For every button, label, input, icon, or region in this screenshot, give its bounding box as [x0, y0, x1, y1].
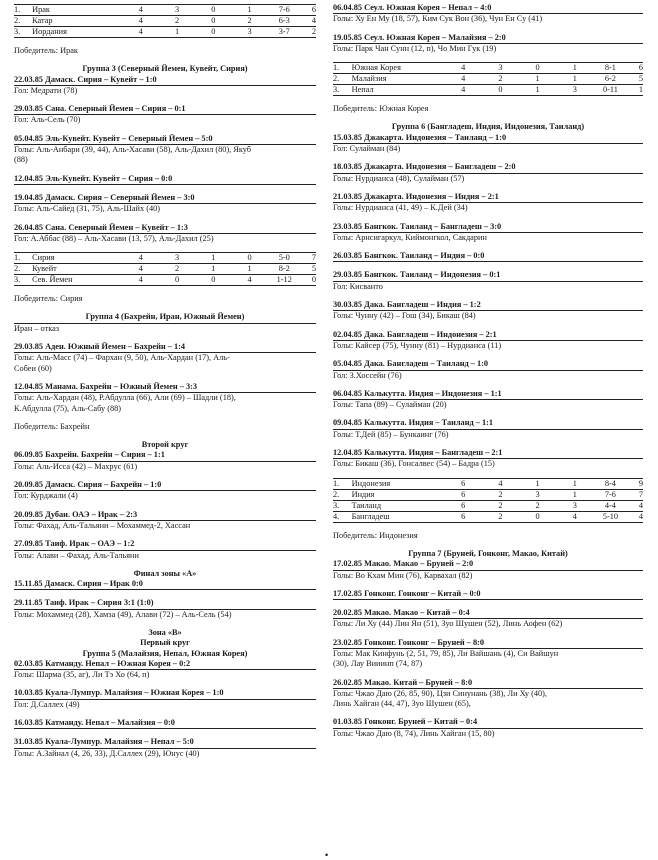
- team-name: Непал: [352, 85, 445, 96]
- standings-cell: 7-6: [278, 5, 290, 14]
- team-name: Ирак: [32, 5, 50, 14]
- team-name: Бангладеш: [352, 511, 445, 522]
- match-goals: [14, 609, 316, 620]
- match-header: 06.04.85 Калькутта. Индия – Индонезия – 1:1: [333, 388, 502, 398]
- team-name: Малайзия: [352, 74, 445, 85]
- match-goals: [14, 392, 316, 414]
- round2-matches: [14, 450, 316, 560]
- standings-cell: 2: [482, 74, 519, 85]
- goal-line: Голы: Алави – Фахад, Аль-Тальяни: [14, 550, 139, 560]
- standings-cell: 4: [627, 511, 643, 522]
- standings-cell: 4: [461, 63, 466, 73]
- page-marker: •: [325, 850, 329, 860]
- match-goals: [333, 429, 643, 440]
- standings-cell: 4: [123, 275, 159, 286]
- standings-cell: 8-2: [268, 264, 301, 275]
- match-goals: [333, 599, 643, 600]
- group2-standings: [14, 4, 316, 38]
- match-header: 19.04.85 Дамаск. Сирия – Северный Йемен – 3:0: [14, 192, 195, 202]
- match-goals: [14, 233, 316, 244]
- standings-cell: 2: [519, 500, 556, 511]
- standings-cell: 9: [638, 478, 643, 488]
- standings-cell: 2.: [333, 489, 352, 500]
- group3-title: Группа 3 (Северный Йемен, Кувейт, Сирия): [82, 64, 248, 74]
- match-header: 29.11.85 Таиф. Ирак – Сирия 3:1 (1:0): [14, 598, 154, 608]
- standings-cell: 8-1: [604, 63, 616, 73]
- standings-cell: 4: [556, 511, 593, 522]
- match-goals: [333, 648, 643, 670]
- standings-cell: 1.: [333, 63, 340, 73]
- match-header: 06.09.85 Бахрейн. Бахрейн – Сирия – 1:1: [14, 450, 165, 460]
- match-goals: [333, 570, 643, 581]
- group3-winner: Победитель: Сирия: [14, 294, 83, 304]
- standings-row: [14, 16, 316, 27]
- standings-cell: 4: [123, 264, 159, 275]
- match-header: 02.04.85 Дака. Бангладеш – Индонезия – 2:1: [333, 329, 497, 339]
- match-goals: [333, 281, 643, 292]
- match-goals: [14, 550, 316, 561]
- group4-winner: Победитель: Бахрейн: [14, 421, 90, 431]
- standings-cell: 6-2: [593, 74, 627, 85]
- goal-line: Голы: Кайсер (75), Чунну (81) – Нурдианса (11): [333, 340, 502, 350]
- match-header: 26.04.85 Сана. Северный Йемен – Кувейт – 1:3: [14, 222, 188, 232]
- match-header: 20.09.85 Дамаск. Сирия – Бахрейн – 1:0: [14, 480, 162, 490]
- match-goals: [14, 589, 316, 590]
- standings-cell: 1.: [333, 478, 340, 488]
- standings-row: [14, 264, 316, 275]
- goal-line: Голы: Аль-Анбари (39, 44), Аль-Хасави (58), Аль-Дахил (80), Якуб: [14, 145, 252, 155]
- goal-line: Голы: Шарма (35, аг), Ли Тэ Хо (64, п): [14, 670, 150, 680]
- standings-cell: 5-0: [278, 253, 290, 263]
- goal-line: Голы: Арнсигаркул, Киймонгкол, Сакдарин: [333, 232, 487, 242]
- match-header: 31.03.85 Куала-Лумпур. Малайзия – Непал – 5:0: [14, 737, 194, 747]
- standings-cell: 1: [159, 27, 195, 38]
- match-header: 05.04.85 Эль-Кувейт. Кувейт – Северный Йемен – 5:0: [14, 133, 213, 143]
- standings-cell: 5: [627, 74, 643, 85]
- standings-cell: 6: [445, 500, 482, 511]
- standings-row: [333, 74, 643, 85]
- match-header: 09.04.85 Калькутта. Индия – Таиланд – 1:1: [333, 418, 494, 428]
- right-column: [333, 3, 643, 747]
- match-goals: [14, 490, 316, 501]
- match-goals: [14, 520, 316, 531]
- goal-line: (88): [14, 155, 28, 165]
- standings-row: [333, 489, 643, 500]
- match-header: 19.05.85 Сеул. Южная Корея – Малайзия – 2:0: [333, 32, 506, 42]
- standings-cell: 6: [445, 511, 482, 522]
- team-name: Индия: [352, 489, 445, 500]
- group4-matches: [14, 342, 316, 414]
- team-name: Индонезия: [351, 478, 391, 488]
- match-header: 10.03.85 Куала-Лумпур. Малайзия – Южная Корея – 1:0: [14, 688, 224, 698]
- group4-note: Иран – отказ: [14, 323, 316, 334]
- standings-cell: 4.: [333, 511, 352, 522]
- standings-cell: 2: [482, 500, 519, 511]
- standings-cell: 0: [482, 85, 519, 96]
- team-name: Кувейт: [32, 264, 123, 275]
- standings-cell: 2: [159, 264, 195, 275]
- standings-cell: 0: [519, 511, 556, 522]
- standings-cell: 0: [247, 253, 252, 263]
- team-name: Иордания: [32, 27, 123, 38]
- standings-cell: 1.: [14, 253, 21, 263]
- group6-matches: [333, 133, 643, 470]
- match-goals: [333, 458, 643, 469]
- goal-line: Гол: Д.Саллех (49): [14, 699, 80, 709]
- match-header: 30.03.85 Дака. Бангладеш – Индия – 1:2: [333, 300, 481, 310]
- standings-cell: 4: [231, 275, 267, 286]
- standings-cell: 1: [519, 85, 556, 96]
- match-header: 26.03.85 Бангкок. Таиланд – Индия – 0:0: [333, 251, 485, 261]
- match-header: 21.03.85 Джакарта. Индонезия – Индия – 2:1: [333, 191, 499, 201]
- match-goals: [333, 399, 643, 410]
- match-goals: [14, 748, 316, 759]
- standings-cell: 2: [159, 16, 195, 27]
- match-goals: [333, 43, 643, 54]
- team-name: Таиланд: [352, 500, 445, 511]
- standings-cell: 2: [482, 511, 519, 522]
- goal-line: Голы: Аль-Хардан (48), Р.Абдулла (66), Али (69) – Шадли (18),: [14, 393, 236, 403]
- standings-cell: 4-4: [593, 500, 627, 511]
- goal-line: Голы: Тапа (89) – Сулайман (20): [333, 400, 447, 410]
- standings-cell: 1.: [14, 5, 21, 14]
- standings-cell: 1: [247, 5, 252, 14]
- standings-cell: 1: [211, 253, 216, 263]
- match-header: 23.02.85 Гонконг. Гонконг – Бруней – 8:0: [333, 637, 485, 647]
- match-goals: [333, 370, 643, 381]
- goal-line: Голы: Мак Кинфунь (2, 51, 79, 85), Ли Вайшань (4), Си Вайшун: [333, 648, 559, 658]
- standings-cell: 4: [301, 16, 316, 27]
- standings-cell: 4: [498, 478, 503, 488]
- goal-line: Голы: Чунну (42) – Гош (34), Бикаш (84): [333, 311, 476, 321]
- match-goals: [333, 728, 643, 739]
- match-goals: [333, 340, 643, 351]
- goal-line: Собеи (60): [14, 363, 52, 373]
- goal-line: Голы: Т.Дей (85) – Бункаинг (76): [333, 429, 449, 439]
- goal-line: Голы: Аль-Исса (42) – Махрус (61): [14, 461, 138, 471]
- match-header: 12.04.85 Эль-Кувейт. Кувейт – Сирия – 0:0: [14, 173, 173, 183]
- standings-cell: 2.: [333, 74, 352, 85]
- standings-cell: 3.: [333, 500, 352, 511]
- match-header: 20.09.85 Дубаи. ОАЭ – Ирак – 2:3: [14, 509, 138, 519]
- match-header: 22.03.85 Дамаск. Сирия – Кувейт – 1:0: [14, 74, 157, 84]
- match-header: 15.03.85 Джакарта. Индонезия – Таиланд – 1:0: [333, 132, 507, 142]
- standings-row: [14, 5, 316, 16]
- standings-cell: 2.: [14, 264, 32, 275]
- team-name: Катар: [32, 16, 123, 27]
- standings-cell: 4: [445, 85, 482, 96]
- standings-cell: 6: [461, 478, 466, 488]
- goal-line: Голы: Чжао Даю (26, 85, 90), Цзи Синунань (38), Ли Ху (40),: [333, 688, 547, 698]
- standings-cell: 4: [138, 253, 143, 263]
- standings-cell: 4: [123, 16, 159, 27]
- team-name: Сев. Йемен: [32, 275, 123, 286]
- goal-line: Гол: Аль-Сель (70): [14, 115, 81, 125]
- match-goals: [14, 85, 316, 96]
- goal-line: Голы: Чжао Даю (8, 74), Линь Хайган (15, 80): [333, 728, 495, 738]
- match-header: 06.04.85 Сеул. Южная Корея – Непал – 4:0: [333, 3, 492, 12]
- round2-title: Второй круг: [141, 440, 189, 450]
- match-header: 29.03.85 Аден. Южный Йемен – Бахрейн – 1:4: [14, 342, 186, 352]
- goal-line: Голы: Аль-Масс (74) – Фархан (9, 50), Аль-Хардан (17), Аль-: [14, 353, 230, 363]
- match-goals: [14, 352, 316, 374]
- match-goals: [333, 13, 643, 24]
- standings-cell: 5-10: [593, 511, 627, 522]
- match-goals: [333, 143, 643, 154]
- match-goals: [14, 114, 316, 125]
- standings-row: [333, 479, 643, 490]
- match-header: 23.03.85 Бангкок. Таиланд – Бангладеш – 3:0: [333, 221, 502, 231]
- match-goals: [14, 699, 316, 710]
- goal-line: (30), Лау Вииинп (74, 87): [333, 659, 423, 669]
- standings-cell: 3: [174, 253, 180, 263]
- match-goals: [14, 461, 316, 472]
- goal-line: Гол: З.Хоссейн (76): [333, 370, 402, 380]
- standings-cell: 0: [535, 63, 540, 73]
- standings-cell: 7-6: [593, 489, 627, 500]
- match-header: 20.02.85 Макао. Макао – Китай – 0:4: [333, 608, 470, 618]
- match-goals: [333, 173, 643, 184]
- standings-row: [333, 500, 643, 511]
- standings-cell: 1: [195, 264, 231, 275]
- zone-a-final-matches: [14, 579, 316, 620]
- match-header: 29.03.85 Сана. Северный Йемен – Сирия – 0:1: [14, 104, 186, 114]
- standings-cell: 4: [627, 500, 643, 511]
- standings-cell: 3: [556, 500, 593, 511]
- group5-standings: [333, 62, 643, 96]
- standings-cell: 2.: [14, 16, 32, 27]
- goal-line: К.Абдулла (75), Аль-Сабу (88): [14, 403, 122, 413]
- standings-row: [14, 253, 316, 264]
- goal-line: Гол: Курджали (4): [14, 491, 78, 501]
- standings-cell: 1: [231, 264, 267, 275]
- match-goals: [333, 202, 643, 213]
- group5-matches: [14, 659, 316, 759]
- match-header: 26.02.85 Макао. Китай – Бруней – 8:0: [333, 677, 473, 687]
- standings-cell: 1: [556, 74, 593, 85]
- standings-cell: 1: [572, 63, 577, 73]
- goal-line: Гол: А.Аббас (88) – Аль-Хасави (13, 57), Аль-Дахил (25): [14, 233, 214, 243]
- match-header: 27.09.85 Таиф. Ирак – ОАЭ – 1:2: [14, 539, 135, 549]
- match-header: 16.03.85 Катманду. Непал – Малайзия – 0:0: [14, 718, 175, 728]
- goal-line: Гол: Сулайман (84): [333, 144, 401, 154]
- goal-line: Голы: Парк Чан Сунн (12, п), Чо Мин Гук (19): [333, 43, 497, 53]
- standings-cell: 1: [519, 74, 556, 85]
- standings-cell: 1: [627, 85, 643, 96]
- goal-line: Голы: Мохаммед (28), Хамза (49), Алави (72) – Аль-Сель (54): [14, 609, 232, 619]
- standings-cell: 0: [195, 27, 231, 38]
- standings-cell: 3-7: [268, 27, 301, 38]
- group3-standings: [14, 252, 316, 286]
- standings-cell: 6: [311, 5, 316, 14]
- match-header: 12.04.85 Манама. Бахрейн – Южный Йемен – 3:3: [14, 381, 198, 391]
- goal-line: Голы: Аль-Сайед (31, 75), Аль-Шайх (40): [14, 204, 161, 214]
- standings-row: [14, 27, 316, 38]
- standings-cell: 6: [445, 489, 482, 500]
- match-goals: [14, 728, 316, 729]
- goal-line: Голы: Нурдианса (41, 49) – К.Дей (34): [333, 203, 468, 213]
- match-header: 01.03.85 Гонконг. Бруней – Китай – 0:4: [333, 717, 478, 727]
- standings-row: [333, 63, 643, 74]
- standings-cell: 3.: [14, 27, 32, 38]
- goal-line: Голы: Фахад, Аль-Тальяни – Мохаммед-2, Хассан: [14, 520, 191, 530]
- standings-cell: 3.: [14, 275, 32, 286]
- standings-cell: 0: [301, 275, 316, 286]
- standings-cell: 1-12: [268, 275, 301, 286]
- standings-cell: 3: [519, 489, 556, 500]
- standings-cell: 0: [159, 275, 195, 286]
- standings-cell: 1: [535, 478, 540, 488]
- zone-b-title: Зона «В»: [148, 627, 182, 637]
- match-goals: [333, 688, 643, 710]
- standings-cell: 3: [498, 63, 503, 73]
- standings-cell: 3: [174, 5, 180, 14]
- standings-cell: 2: [301, 27, 316, 38]
- standings-cell: 8-4: [604, 478, 616, 488]
- standings-cell: 0: [195, 16, 231, 27]
- standings-cell: 7: [627, 489, 643, 500]
- match-goals: [14, 144, 316, 166]
- group5-winner: Победитель: Южная Корея: [333, 104, 429, 114]
- match-goals: [333, 261, 643, 262]
- match-header: 12.04.85 Калькутта. Индия – Бангладеш – 2:1: [333, 448, 503, 458]
- match-header: 29.03.85 Бангкок. Таиланд – Индонезия – 0:1: [333, 270, 501, 280]
- match-header: 17.02.85 Гонконг. Гонконг – Китай – 0:0: [333, 588, 481, 598]
- standings-cell: 6-3: [268, 16, 301, 27]
- standings-cell: 6: [638, 63, 643, 73]
- goal-line: Голы: Ху Ен Му (18, 57), Ким Сук Вон (36), Чун Ен Су (41): [333, 14, 543, 24]
- standings-cell: 4: [138, 5, 143, 14]
- standings-cell: 4: [123, 27, 159, 38]
- group5-matches-cont: [333, 3, 643, 54]
- match-goals: [14, 669, 316, 680]
- standings-cell: 7: [311, 253, 316, 263]
- standings-cell: 0: [195, 275, 231, 286]
- goal-line: Гол: Кисванто: [333, 281, 383, 291]
- group3-matches: [14, 75, 316, 245]
- goal-line: Голы: Бикаш (36), Гонсалвес (54) – Бадра (15): [333, 459, 495, 469]
- standings-cell: 0: [211, 5, 216, 14]
- goal-line: Голы: Во Кхам Мин (76), Карвахал (82): [333, 570, 473, 580]
- zone-a-final-title: Финал зоны «А»: [133, 568, 197, 578]
- standings-cell: 4: [445, 74, 482, 85]
- match-goals: [333, 618, 643, 629]
- group6-title: Группа 6 (Бангладеш, Индия, Индонезия, Таиланд): [391, 122, 585, 132]
- standings-cell: 3: [231, 27, 267, 38]
- match-header: 17.02.85 Макао. Макао – Бруней – 2:0: [333, 559, 474, 569]
- standings-cell: 0-11: [593, 85, 627, 96]
- group2-winner: Победитель: Ирак: [14, 46, 78, 55]
- standings-cell: 5: [301, 264, 316, 275]
- match-goals: [333, 232, 643, 243]
- goal-line: Гол: Медрати (78): [14, 85, 78, 95]
- group6-standings: [333, 478, 643, 523]
- standings-row: [14, 275, 316, 286]
- left-column: [14, 3, 316, 767]
- match-header: 15.11.85 Дамаск. Сирия – Ирак 0:0: [14, 579, 143, 589]
- match-header: 05.04.85 Дака. Бангладеш – Таиланд – 1:0: [333, 359, 489, 369]
- group5-title: Группа 5 (Малайзия, Непал, Южная Корея): [82, 648, 248, 658]
- standings-cell: 1: [572, 478, 577, 488]
- match-goals: [333, 310, 643, 321]
- goal-line: Голы: А.Зайнал (4, 26, 33), Д.Саллех (29), Юнус (40): [14, 748, 200, 758]
- goal-line: Голы: Нурдианса (48), Сулайман (57): [333, 173, 465, 183]
- standings-row: [333, 511, 643, 522]
- standings-cell: 3.: [333, 85, 352, 96]
- group4-title: Группа 4 (Бахрейн, Иран, Южный Йемен): [85, 312, 245, 322]
- standings-cell: 2: [482, 489, 519, 500]
- match-header: 18.03.85 Джакарта. Индонезия – Бангладеш – 2:0: [333, 162, 516, 172]
- group6-winner: Победитель: Индонезия: [333, 530, 418, 540]
- goal-line: Линь Хайган (44, 47), Зуо Шушен (65),: [333, 699, 471, 709]
- team-name: Сирия: [32, 253, 55, 263]
- standings-cell: 1: [556, 489, 593, 500]
- team-name: Южная Корея: [351, 63, 401, 73]
- group7-matches: [333, 559, 643, 739]
- match-header: 02.03.85 Катманду. Непал – Южная Корея – 0:2: [14, 658, 191, 668]
- group7-title: Группа 7 (Бруней, Гонконг, Макао, Китай): [408, 548, 568, 558]
- goal-line: Голы: Ли Ху (44) Лин Ян (51), Зуо Шушен (52), Линь Аофен (62): [333, 619, 563, 629]
- match-goals: [14, 203, 316, 214]
- match-goals: [14, 184, 316, 185]
- standings-cell: 2: [231, 16, 267, 27]
- standings-row: [333, 85, 643, 96]
- standings-cell: 3: [556, 85, 593, 96]
- round1-title: Первый круг: [140, 638, 190, 648]
